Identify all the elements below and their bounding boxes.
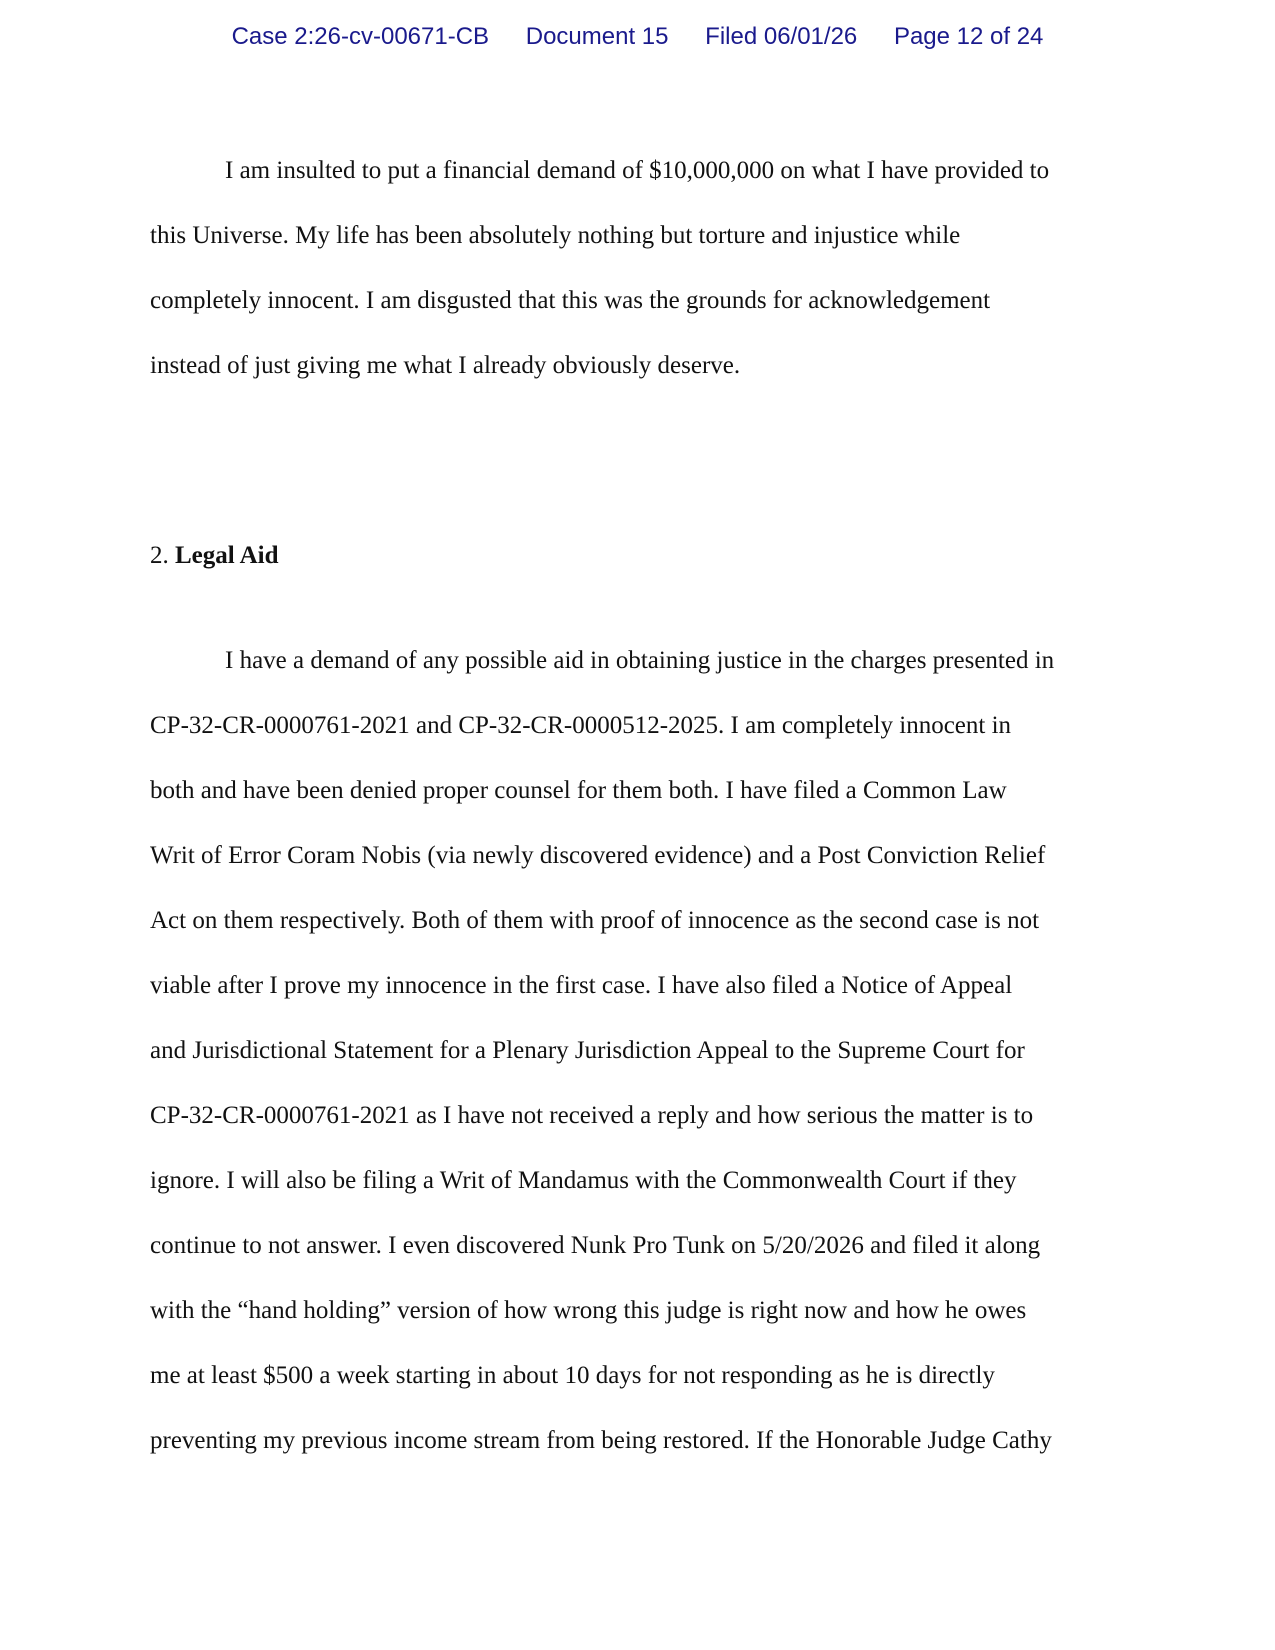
text-line: CP-32-CR-0000761-2021 and CP-32-CR-0000512-2025. I am completely innocent in <box>150 712 1012 739</box>
text-line: Writ of Error Coram Nobis (via newly discovered evidence) and a Post Conviction Relief <box>150 842 1046 869</box>
text-line: both and have been denied proper counsel for them both. I have filed a Common Law <box>150 777 1007 804</box>
text-line: ignore. I will also be filing a Writ of Mandamus with the Commonwealth Court if they <box>150 1167 1017 1194</box>
filed-date: Filed 06/01/26 <box>705 23 858 50</box>
text-line: Act on them respectively. Both of them with proof of innocence as the second case is not <box>150 907 1040 934</box>
text-line: CP-32-CR-0000761-2021 as I have not received a reply and how serious the matter is to <box>150 1102 1034 1129</box>
text-line: me at least $500 a week starting in about 10 days for not responding as he is directly <box>150 1362 995 1389</box>
text-line: viable after I prove my innocence in the first case. I have also filed a Notice of Appeal <box>150 972 1013 999</box>
text-line: instead of just giving me what I already obviously deserve. <box>150 352 741 379</box>
section-title: Legal Aid <box>175 542 279 569</box>
paragraph-demand <box>150 138 1130 398</box>
text-line: preventing my previous income stream from being restored. If the Honorable Judge Cathy <box>150 1427 1052 1454</box>
text-line: with the “hand holding” version of how wrong this judge is right now and how he owes <box>150 1297 1027 1324</box>
section-number: 2. <box>150 542 169 569</box>
document-number: Document 15 <box>525 23 669 50</box>
paragraph-legal-aid <box>150 628 1130 1473</box>
page-number: Page 12 of 24 <box>893 23 1044 50</box>
text-line: I have a demand of any possible aid in obtaining justice in the charges presented in <box>225 647 1055 674</box>
text-line: continue to not answer. I even discovered Nunk Pro Tunk on 5/20/2026 and filed it along <box>150 1232 1041 1259</box>
case-number: Case 2:26-cv-00671-CB <box>231 23 490 50</box>
section-heading <box>150 536 279 576</box>
text-line: and Jurisdictional Statement for a Plenary Jurisdiction Appeal to the Supreme Court for <box>150 1037 1025 1064</box>
text-line: this Universe. My life has been absolutely nothing but torture and injustice while <box>150 222 961 249</box>
text-line: completely innocent. I am disgusted that this was the grounds for acknowledgement <box>150 287 991 314</box>
document-header <box>0 22 1275 52</box>
text-line: I am insulted to put a financial demand of $10,000,000 on what I have provided to <box>225 157 1050 184</box>
